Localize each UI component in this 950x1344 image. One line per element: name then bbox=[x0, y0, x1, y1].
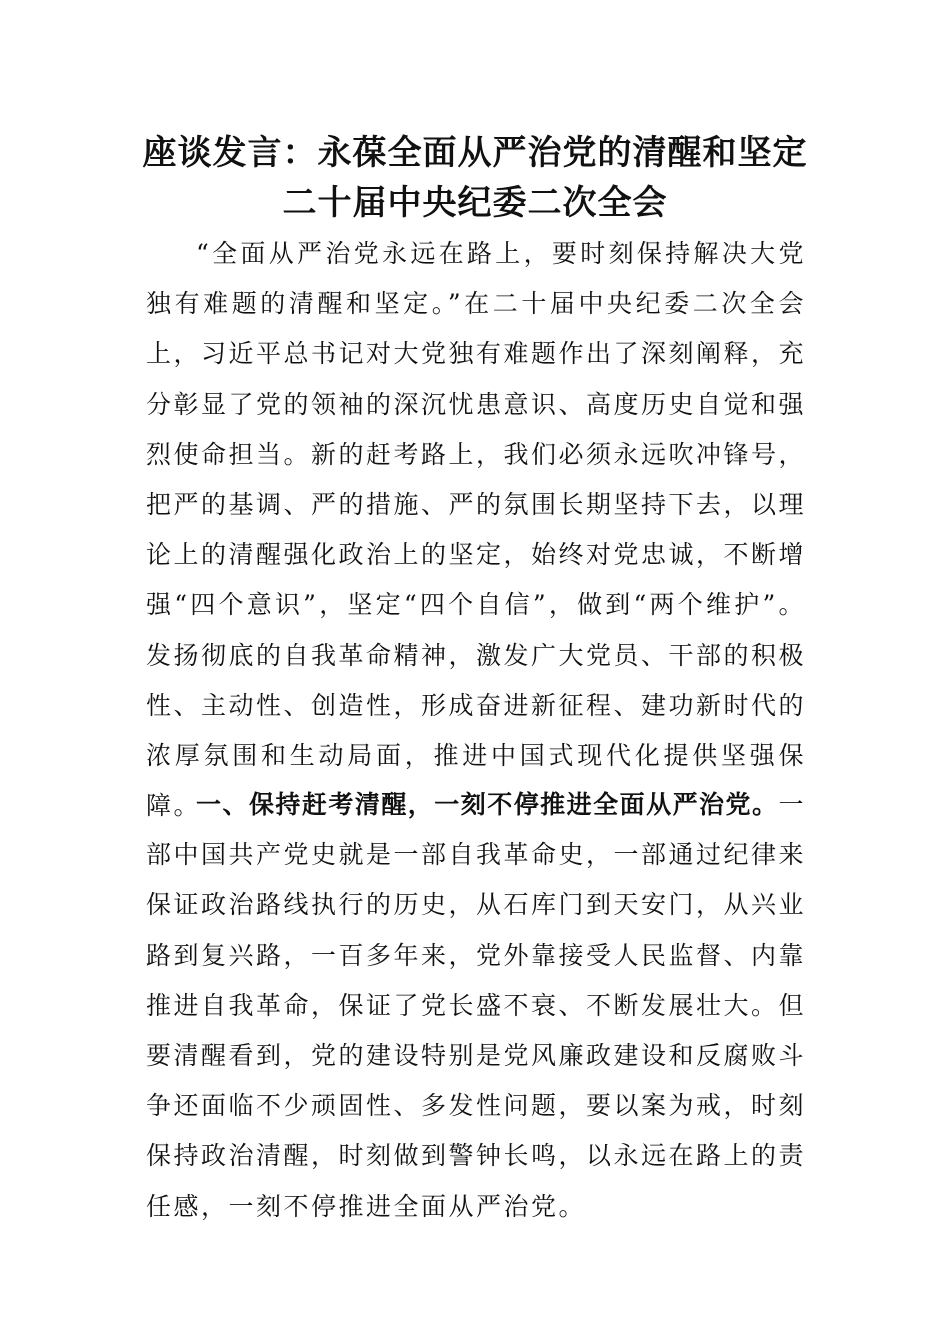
document-title: 座谈发言：永葆全面从严治党的清醒和坚定二十届中央纪委二次全会 bbox=[142, 133, 808, 223]
paragraph-section-one bbox=[146, 780, 806, 1232]
section-heading-one: 一、保持赶考清醒，一刻不停推进全面从严治党。 bbox=[196, 790, 779, 819]
section-one-body: 一部中国共产党史就是一部自我革命史，一部通过纪律来保证政治路线执行的历史，从石库门到天安门，从兴业路到复兴路，一百多年来，党外靠接受人民监督、内靠推进自我革命，保证了党长盛不衰、不断发展壮大。但要清醒看到，党的建设特别是党风廉政建设和反腐败斗争还面临不少顽固性、多发性问题，要以案为戒，时刻保持政治清醒，时刻做到警钟长鸣，以永远在路上的责任感，一刻不停推进全面从严治党。 bbox=[146, 790, 807, 1221]
paragraph-intro: “全面从严治党永远在路上，要时刻保持解决大党独有难题的清醒和坚定。”在二十届中央纪委二次全会上，习近平总书记对大党独有难题作出了深刻阐释，充分彰显了党的领袖的深沉忧患意识、高度历史自觉和强烈使命担当。新的赶考路上，我们必须永远吹冲锋号，把严的基调、严的措施、严的氛围长期坚持下去，以理论上的清醒强化政治上的坚定，始终对党忠诚，不断增强“四个意识”，坚定“四个自信”，做到“两个维护”。发扬彻底的自我革命精神，激发广大党员、干部的积极性、主动性、创造性，形成奋进新征程、建功新时代的浓厚氛围和生动局面，推进中国式现代化提供坚强保障。 bbox=[146, 239, 807, 821]
